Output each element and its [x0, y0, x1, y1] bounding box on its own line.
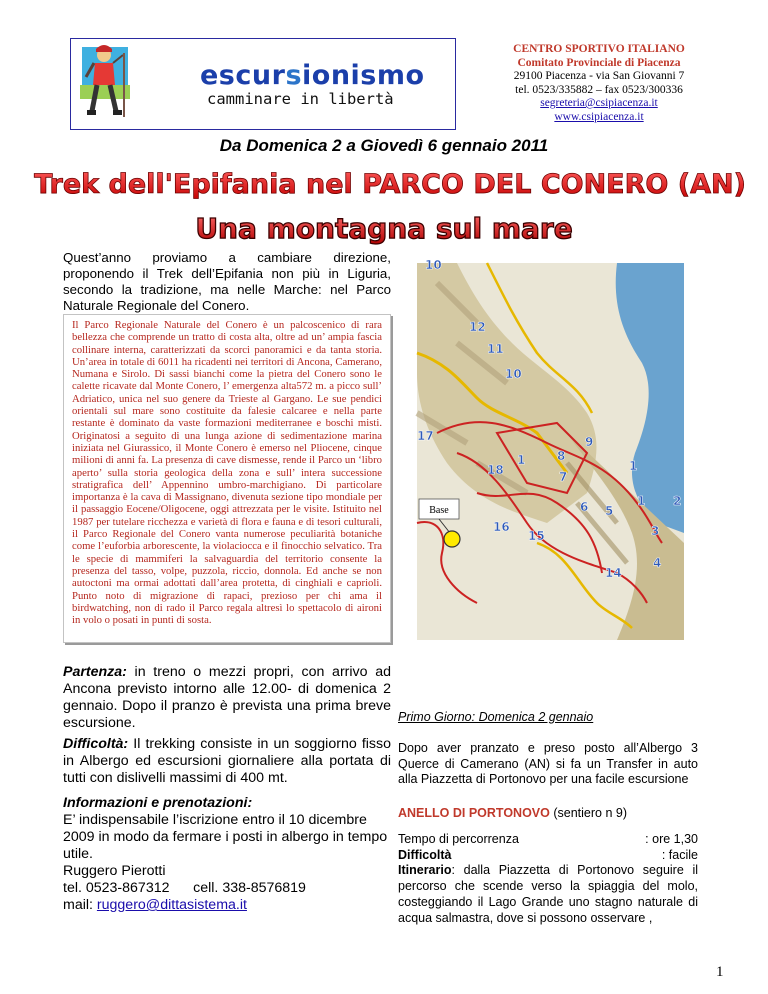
map-trail-number: 12: [469, 320, 486, 334]
difficulty-text: Il trekking consiste in un soggiorno fisso in Albergo ed escursioni giornaliere alla portata di tutti con dislivelli massimi di 400 mt.: [63, 736, 391, 786]
base-label: Base: [429, 505, 449, 516]
route-note: (sentiero n 9): [549, 806, 627, 820]
map-trail-number: 2: [673, 494, 682, 508]
org-committee: Comitato Provinciale di Piacenza: [517, 56, 681, 69]
map-trail-number: 3: [651, 524, 660, 538]
contact-email-link[interactable]: ruggero@dittasistema.it: [96, 897, 247, 913]
departure-section: [63, 664, 391, 732]
organization-info: [478, 43, 720, 124]
route-title: [398, 806, 627, 820]
org-address: 29100 Piacenza - via San Giovanni 7: [513, 70, 685, 82]
itinerary-details: [398, 832, 698, 926]
day1-heading: Primo Giorno: Domenica 2 gennaio: [398, 710, 594, 724]
itinerary-text: : dalla Piazzetta di Portonovo seguire il percorso che scende verso la spiaggia del molo, costeggiando il Lago Grande uno stagno naturale di acqua salmastra, dove si possono osservare ,: [398, 863, 698, 925]
info-section: [63, 795, 391, 914]
park-description-text: Il Parco Regionale Naturale del Conero è un palcoscenico di rara bellezza che comprende un tratto di costa alta, oltre ad un’ ampia fascia collinare interna, caratterizzati da scorci panoramici e da tanta storia. Un’area in totale di 6011 ha ricadenti nei territori di Ancona, Camerano, Numana e Sirolo. Di sassi bianchi come la pietra del Conero sono le calette ricavate dal Monte Conero, l’ emergenza alta572 m. a picco sull’ Adriatico, unica nel suo genere da Trieste al Gargano. Le sue pendici orientali sul mare sono costituite da falesie calcaree e nella parte restante è dominato da vaste formazioni mediterranee e boschi misti. Originatosi a seguito di una lunga azione di sedimentazione marina iniziata nel Giurassico, il Monte Conero è emerso nel Pliocene, cinque milioni di anni fa. La presenza di cave dismesse, rende il Parco un ‘libro aperto’ sulla storia geologica della zona e sull’ intera successione stratigrafica dell’ Appennino umbro-marchigiano. Di particolare importanza è la cava di Massignano, divenuta sezione tipo mondiale per il passaggio Eocene/Oligocene, oggi attrezzata per le visite. Istituito nel 1987 per tutelare ricchezza e varietà di flora e fauna e di tesori culturali, il Parco Regionale del Conero vanta numerose peculiarità botaniche come l’euforbia arborescente, la violaciocca e il finocchio selvatico. Tra le specie di mammiferi la salvaguardia del territorio consente la presenza del tasso, volpe, puzzola, riccio, donnola. Ed anche se non autoctoni ma ormai adottati dall’area protetta, di cinghiali e caprioli. Punto noto di migrazione di rapaci, prezioso per chi ama il birdwatching, non di rado il Parco regala altresì lo spettacolo di aironi in volo o posati in punti di sosta.: [72, 319, 382, 627]
hiker-logo-icon: [78, 41, 134, 121]
map-trail-number: 1: [629, 459, 638, 473]
map-trail-number: 4: [653, 556, 662, 570]
time-row: [398, 832, 698, 848]
map-trail-number: 10: [425, 258, 442, 272]
mail-label: mail:: [63, 897, 97, 913]
map-trail-number: 16: [493, 520, 510, 534]
route-difficulty-label: Difficoltà: [398, 847, 452, 862]
base-marker-icon: [444, 531, 460, 547]
svg-text:Trek dell'Epifania nel PARCO D: Trek dell'Epifania nel PARCO DEL CONERO (AN): [34, 169, 746, 200]
map-trail-number: 14: [605, 566, 622, 580]
day1-description: Dopo aver pranzato e preso posto all’Albergo 3 Querce di Camerano (AN) si fa un Transfer in auto alla Piazzetta di Portonovo per una facile escursione: [398, 741, 698, 786]
map-trail-number: 1: [637, 494, 646, 508]
org-name: CENTRO SPORTIVO ITALIANO: [513, 43, 685, 55]
page-number: 1: [716, 964, 724, 980]
contact-name: Ruggero Pierotti: [63, 863, 166, 879]
map-trail-number: 8: [557, 449, 566, 463]
contact-phones: tel. 0523-867312 cell. 338-8576819: [63, 880, 306, 896]
subtitle: [195, 204, 573, 248]
map-trail-number: 10: [505, 367, 522, 381]
org-website-link[interactable]: www.csipiacenza.it: [554, 110, 644, 123]
time-value: : ore 1,30: [645, 832, 698, 846]
park-description-box: [63, 314, 391, 643]
difficulty-section: [63, 736, 391, 787]
route-difficulty-value: : facile: [661, 847, 698, 862]
itinerary-label: Itinerario: [398, 863, 452, 878]
brand-name: escursionismo: [200, 60, 425, 91]
svg-text:Una montagna sul mare: Una montagna sul mare: [195, 212, 573, 245]
map-trail-number: 9: [585, 435, 594, 449]
trail-map: [417, 258, 684, 640]
info-label: Informazioni e prenotazioni:: [63, 795, 253, 811]
difficulty-row: [398, 848, 698, 864]
itinerary-paragraph: [398, 863, 698, 926]
map-trail-number: 17: [417, 429, 434, 443]
map-trail-number: 1: [517, 453, 526, 467]
main-title: [34, 160, 746, 204]
map-trail-number: 5: [605, 504, 614, 518]
info-deadline: E’ indispensabile l’iscrizione entro il 10 dicembre 2009 in modo da fermare i posti in albergo in tempo utile.: [63, 812, 388, 862]
departure-label: Partenza:: [63, 664, 127, 680]
org-email-link[interactable]: segreteria@csipiacenza.it: [540, 97, 658, 109]
route-name: ANELLO DI PORTONOVO: [398, 806, 550, 820]
map-trail-number: 18: [487, 463, 504, 477]
intro-paragraph: Quest’anno proviamo a cambiare direzione, proponendo il Trek dell’Epifania non più in Liguria, secondo la tradizione, ma nelle Marche: nel Parco Naturale Regionale del Conero.: [63, 250, 391, 313]
brand-tagline: camminare in libertà: [207, 90, 394, 108]
map-trail-number: 7: [559, 470, 568, 484]
date-line: Da Domenica 2 a Giovedì 6 gennaio 2011: [219, 136, 549, 155]
time-label: Tempo di percorrenza: [398, 832, 519, 846]
map-trail-number: 11: [487, 342, 504, 356]
map-trail-number: 6: [580, 500, 589, 514]
departure-text: in treno o mezzi propri, con arrivo ad Ancona previsto intorno alle 12.00- di domenica 2 gennaio. Dopo il pranzo è prevista una prima breve escursione.: [63, 664, 391, 731]
org-phone: tel. 0523/335882 – fax 0523/300336: [515, 83, 683, 96]
map-trail-number: 15: [528, 529, 545, 543]
difficulty-label: Difficoltà:: [63, 736, 129, 752]
